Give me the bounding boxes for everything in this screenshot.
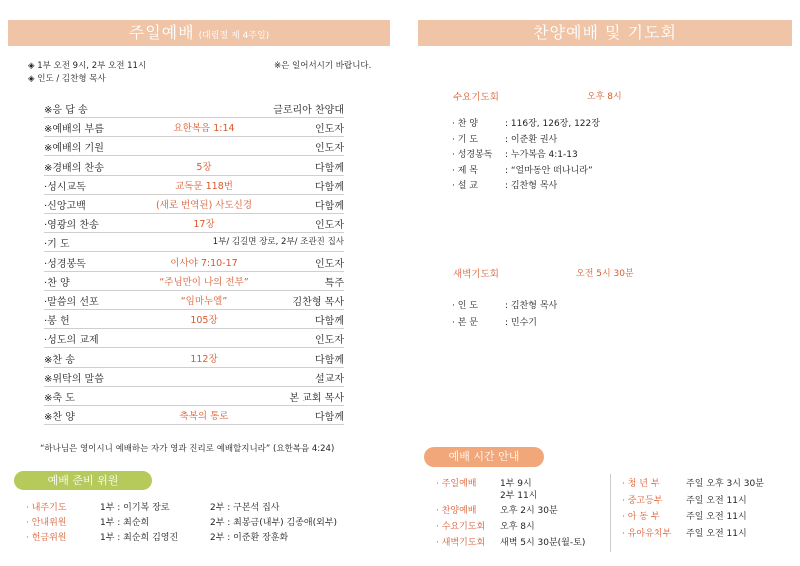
schedule-left-key: · 주일예배	[436, 479, 477, 489]
schedule-divider	[610, 474, 611, 552]
wed-item-key: · 찬 양	[452, 119, 478, 129]
order-detail: (새로 번역된) 사도신경	[155, 200, 253, 211]
order-row	[44, 98, 344, 118]
order-leader: 1부/ 김길면 장로, 2부/ 조관진 집사	[212, 237, 344, 248]
schedule-right-value: 주일 오전 11시	[686, 495, 747, 506]
order-leader: 다함께	[315, 316, 344, 328]
dawn-time: 오전 5시 30분	[576, 269, 634, 279]
order-row	[44, 194, 344, 214]
wed-item-value: : 김찬형 목사	[505, 181, 558, 191]
order-leader: 다함께	[315, 162, 344, 174]
order-label: ※찬 송	[44, 354, 75, 366]
schedule-left-value: 새벽 5시 30분(월-토)	[500, 538, 586, 548]
order-row	[44, 232, 344, 252]
wed-time: 오후 8시	[587, 92, 622, 102]
order-leader: 인도자	[315, 220, 344, 232]
schedule-left-key: · 새벽기도회	[436, 538, 486, 548]
order-row	[44, 328, 344, 348]
wed-item-key: · 설 교	[452, 181, 478, 191]
service-times: ◈ 1부 오전 9시, 2부 오전 11시	[28, 61, 147, 71]
order-detail: 5장	[196, 161, 212, 173]
left-banner	[8, 20, 390, 46]
order-label: ·성도의 교제	[44, 335, 99, 347]
order-label: ※위탁의 말씀	[44, 373, 104, 385]
schedule-left-value: 오후 2시 30분	[500, 506, 558, 516]
wed-item-key: · 성경봉독	[452, 150, 493, 160]
order-label: ·영광의 찬송	[44, 220, 99, 232]
order-row	[44, 367, 344, 387]
order-detail: 이사야 7:10-17	[170, 257, 238, 269]
order-leader: 다함께	[315, 201, 344, 212]
order-leader: 다함께	[315, 354, 344, 366]
schedule-left-value: 2부 11시	[500, 491, 538, 501]
schedule-right-value: 주일 오전 11시	[686, 528, 747, 539]
order-leader: 설교자	[315, 373, 344, 385]
wed-item-value: : 116장, 126장, 122장	[505, 119, 600, 129]
order-label: ※경배의 찬송	[44, 162, 104, 174]
order-row	[44, 405, 344, 425]
order-detail: 요한복음 1:14	[173, 123, 235, 135]
schedule-right-key: · 청 년 부	[622, 479, 660, 489]
order-label: ·성시교독	[44, 181, 86, 193]
order-label: ·기 도	[44, 239, 70, 251]
wed-item-value: : 이준환 권사	[505, 134, 558, 145]
order-detail: “임마누엘”	[180, 296, 228, 307]
dawn-title: 새벽기도회	[453, 269, 499, 280]
order-leader: 본 교회 목사	[289, 393, 344, 404]
schedule-right-value: 주일 오후 3시 30분	[686, 479, 764, 489]
dawn-item-value: : 김찬형 목사	[505, 301, 558, 311]
committee-role: · 안내위원	[26, 518, 67, 528]
order-leader: 다함께	[315, 181, 344, 193]
order-label: ·찬 양	[44, 277, 70, 289]
order-row	[44, 156, 344, 176]
schedule-left-value: 1부 9시	[500, 479, 532, 489]
order-label: ·말씀의 선포	[44, 297, 99, 308]
order-row	[44, 136, 344, 156]
schedule-title-text: 예배 시간 안내	[448, 450, 520, 463]
committee-part2: 2부 : 구본석 집사	[210, 503, 280, 513]
committee-title-text: 예배 준비 위원	[47, 474, 119, 487]
order-detail: “주님만이 나의 전부”	[159, 276, 249, 288]
order-label: ※응 답 송	[44, 105, 88, 116]
wed-item-value: : “얼마동안 떠나니라”	[505, 165, 593, 176]
stand-note: ※은 일어서시기 바랍니다.	[274, 61, 372, 71]
order-row	[44, 386, 344, 406]
order-leader: 인도자	[315, 258, 344, 270]
right-banner-title: 찬양예배 및 기도회	[533, 23, 677, 42]
left-banner-subtitle: (대림절 제 4주일)	[198, 31, 270, 41]
committee-part2: 2부 : 이준환 장훈화	[210, 533, 289, 543]
order-row	[44, 252, 344, 272]
schedule-right-key: · 유아유치부	[622, 528, 672, 539]
schedule-title	[424, 447, 544, 467]
schedule-right-key: · 아 동 부	[622, 512, 660, 522]
schedule-left-value: 오후 8시	[500, 522, 535, 532]
order-label: ·봉 헌	[44, 316, 70, 328]
order-row	[44, 290, 344, 310]
order-detail: 112장	[190, 353, 218, 365]
order-label: ·성경봉독	[44, 258, 86, 270]
committee-role: · 내주기도	[26, 503, 67, 513]
wed-title: 수요기도회	[453, 92, 499, 103]
wed-item-value: : 누가복음 4:1-13	[505, 150, 578, 160]
order-detail: 105장	[190, 315, 218, 327]
order-label: ※찬 양	[44, 412, 75, 424]
order-leader: 글로리아 찬양대	[273, 105, 344, 116]
order-detail: 17장	[193, 219, 215, 231]
order-leader: 인도자	[315, 124, 344, 136]
dawn-item-key: · 본 문	[452, 318, 478, 328]
schedule-left-key: · 찬양예배	[436, 506, 477, 516]
leader-info: ◈ 인도 / 김찬형 목사	[28, 74, 106, 84]
dawn-item-key: · 인 도	[452, 301, 478, 311]
order-leader: 다함께	[315, 412, 344, 424]
order-row	[44, 348, 344, 368]
order-leader: 특주	[324, 277, 344, 289]
scripture-verse: “하나님은 영이시니 예배하는 자가 영과 진리로 예배할지니라” (요한복음 4:24)	[40, 444, 335, 454]
order-leader: 인도자	[315, 335, 344, 347]
order-row	[44, 117, 344, 137]
committee-role: · 헌금위원	[26, 533, 67, 543]
committee-part1: 1부 : 이기복 장로	[100, 503, 170, 513]
committee-part2: 2부 : 최봉금(내부) 김종애(외부)	[210, 518, 338, 528]
dawn-item-value: : 민수기	[505, 318, 537, 328]
committee-part1: 1부 : 최순희	[100, 518, 150, 528]
wed-item-key: · 제 목	[452, 165, 478, 176]
order-detail: 축복의 통로	[179, 411, 229, 423]
order-label: ※축 도	[44, 393, 75, 404]
order-detail: 교독문 118번	[175, 180, 233, 192]
order-row	[44, 213, 344, 233]
right-banner	[418, 20, 792, 46]
order-leader: 인도자	[315, 143, 344, 155]
wed-item-key: · 기 도	[452, 134, 478, 145]
order-row	[44, 309, 344, 329]
order-label: ※예배의 부름	[44, 124, 104, 136]
committee-title	[14, 471, 152, 490]
left-banner-title: 주일예배	[128, 23, 195, 42]
order-label: ·신앙고백	[44, 201, 86, 212]
order-leader: 김찬형 목사	[292, 297, 344, 308]
order-row	[44, 271, 344, 291]
committee-part1: 1부 : 최순희 김영진	[100, 533, 179, 543]
schedule-left-key: · 수요기도회	[436, 522, 486, 532]
order-row	[44, 175, 344, 195]
schedule-right-key: · 중고등부	[622, 495, 663, 506]
schedule-right-value: 주일 오전 11시	[686, 512, 747, 522]
order-label: ※예배의 기원	[44, 143, 104, 155]
